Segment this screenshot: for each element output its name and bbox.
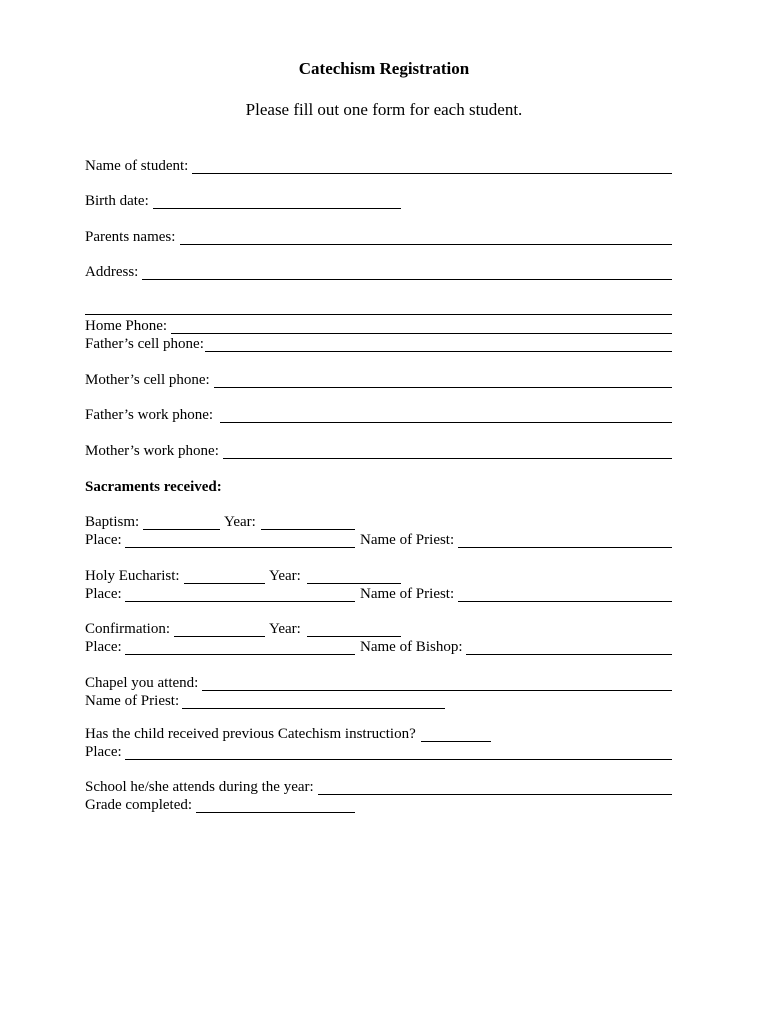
student-name-row (85, 157, 672, 175)
baptism-priest-label: Name of Priest: (360, 532, 455, 548)
mother-work-row (85, 442, 672, 460)
confirmation-bishop-field[interactable] (466, 654, 672, 655)
confirmation-year-field[interactable] (307, 636, 401, 637)
grade-field[interactable] (196, 812, 355, 813)
parents-names-label: Parents names: (85, 229, 176, 245)
address-field[interactable] (142, 279, 672, 280)
baptism-priest-field[interactable] (458, 547, 672, 548)
mother-work-label: Mother’s work phone: (85, 443, 219, 459)
form-title: Catechism Registration (298, 59, 470, 78)
parents-names-row (85, 228, 672, 246)
form-instructions: Please fill out one form for each student. (245, 100, 523, 119)
eucharist-year-field[interactable] (307, 583, 401, 584)
father-cell-field[interactable] (205, 351, 672, 352)
eucharist-priest-label: Name of Priest: (360, 586, 455, 602)
grade-label: Grade completed: (85, 797, 193, 813)
eucharist-place-row (85, 585, 672, 603)
chapel-priest-field[interactable] (182, 708, 445, 709)
baptism-place-label: Place: (85, 532, 122, 548)
address-row (85, 263, 672, 281)
confirmation-place-row (85, 638, 672, 656)
eucharist-place-field[interactable] (125, 601, 355, 602)
father-work-field[interactable] (220, 422, 672, 423)
baptism-year-field[interactable] (261, 529, 355, 530)
sacraments-heading: Sacraments received: (85, 479, 222, 495)
eucharist-label: Holy Eucharist: (85, 568, 180, 584)
mother-cell-field[interactable] (214, 387, 672, 388)
birth-date-label: Birth date: (85, 193, 149, 209)
student-name-label: Name of student: (85, 158, 189, 174)
chapel-label: Chapel you attend: (85, 675, 199, 691)
previous-instruction-label: Has the child received previous Catechism instruction? (85, 726, 416, 742)
chapel-row (85, 674, 672, 692)
confirmation-bishop-label: Name of Bishop: (360, 639, 463, 655)
previous-place-row (85, 743, 672, 761)
grade-row (85, 796, 672, 814)
previous-place-label: Place: (85, 744, 122, 760)
mother-cell-row (85, 371, 672, 389)
address-line-2[interactable] (85, 314, 672, 315)
chapel-priest-row (85, 692, 672, 710)
baptism-date-field[interactable] (143, 529, 220, 530)
chapel-field[interactable] (202, 690, 672, 691)
previous-place-field[interactable] (125, 759, 672, 760)
home-phone-label: Home Phone: (85, 318, 168, 334)
mother-work-field[interactable] (223, 458, 672, 459)
eucharist-priest-field[interactable] (458, 601, 672, 602)
confirmation-place-label: Place: (85, 639, 122, 655)
eucharist-row (85, 567, 672, 585)
chapel-priest-label: Name of Priest: (85, 693, 180, 709)
confirmation-row (85, 620, 672, 638)
previous-instruction-field[interactable] (421, 741, 491, 742)
home-phone-field[interactable] (171, 333, 672, 334)
mother-cell-label: Mother’s cell phone: (85, 372, 210, 388)
eucharist-place-label: Place: (85, 586, 122, 602)
father-work-label: Father’s work phone: (85, 407, 214, 423)
birth-date-field[interactable] (153, 208, 401, 209)
school-label: School he/she attends during the year: (85, 779, 314, 795)
father-cell-row (85, 335, 672, 353)
confirmation-label: Confirmation: (85, 621, 170, 637)
baptism-place-row (85, 531, 672, 549)
home-phone-row (85, 317, 672, 335)
baptism-place-field[interactable] (125, 547, 355, 548)
eucharist-year-label: Year: (269, 568, 301, 584)
father-work-row (85, 406, 672, 424)
school-field[interactable] (318, 794, 672, 795)
father-cell-label: Father’s cell phone: (85, 336, 204, 352)
eucharist-date-field[interactable] (184, 583, 265, 584)
parents-names-field[interactable] (180, 244, 672, 245)
address-label: Address: (85, 264, 139, 280)
school-row (85, 778, 672, 796)
birth-date-row (85, 192, 672, 210)
previous-instruction-row (85, 725, 672, 743)
student-name-field[interactable] (192, 173, 672, 174)
confirmation-year-label: Year: (269, 621, 301, 637)
baptism-year-label: Year: (224, 514, 256, 530)
confirmation-date-field[interactable] (174, 636, 265, 637)
baptism-row (85, 513, 672, 531)
confirmation-place-field[interactable] (125, 654, 355, 655)
baptism-label: Baptism: (85, 514, 140, 530)
